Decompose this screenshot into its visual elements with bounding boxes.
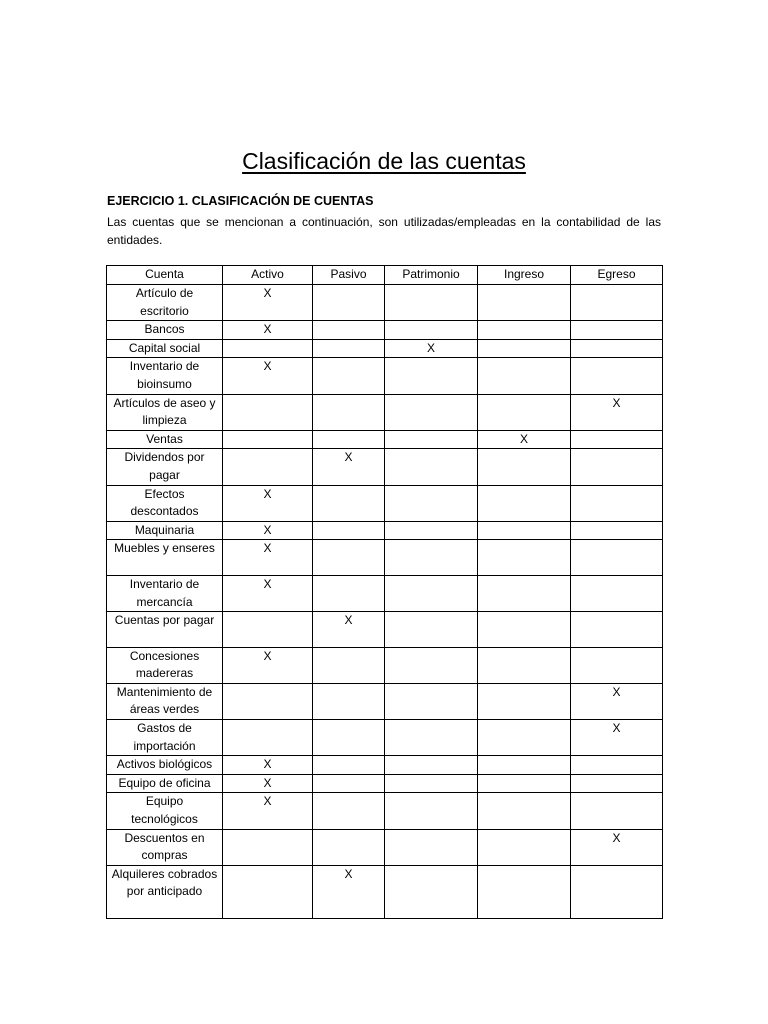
header-activo: Activo	[223, 266, 313, 285]
cell-account-name: Efectos descontados	[107, 485, 223, 521]
cell-activo	[223, 612, 313, 648]
cell-patrimonio	[385, 865, 478, 918]
cell-ingreso	[478, 540, 571, 576]
cell-pasivo	[313, 339, 385, 358]
cell-patrimonio: X	[385, 339, 478, 358]
cell-egreso	[571, 575, 663, 611]
table-row	[107, 575, 663, 611]
cell-account-name: Dividendos por pagar	[107, 449, 223, 485]
cell-egreso	[571, 865, 663, 918]
table-row	[107, 683, 663, 719]
cell-activo: X	[223, 575, 313, 611]
cell-egreso	[571, 339, 663, 358]
cell-egreso	[571, 430, 663, 449]
table-row	[107, 485, 663, 521]
cell-ingreso	[478, 321, 571, 340]
page-title: Clasificación de las cuentas	[242, 148, 526, 174]
cell-egreso: X	[571, 829, 663, 865]
cell-patrimonio	[385, 683, 478, 719]
cell-patrimonio	[385, 720, 478, 756]
table-row	[107, 774, 663, 793]
cell-egreso	[571, 285, 663, 321]
cell-pasivo	[313, 683, 385, 719]
cell-account-name: Capital social	[107, 339, 223, 358]
cell-activo: X	[223, 321, 313, 340]
cell-pasivo	[313, 647, 385, 683]
cell-egreso	[571, 774, 663, 793]
cell-ingreso	[478, 521, 571, 540]
cell-pasivo	[313, 521, 385, 540]
cell-pasivo	[313, 793, 385, 829]
table-row	[107, 720, 663, 756]
cell-egreso	[571, 521, 663, 540]
header-patrimonio: Patrimonio	[385, 266, 478, 285]
cell-ingreso	[478, 774, 571, 793]
cell-ingreso	[478, 829, 571, 865]
cell-activo	[223, 720, 313, 756]
header-pasivo: Pasivo	[313, 266, 385, 285]
cell-account-name: Mantenimiento de áreas verdes	[107, 683, 223, 719]
cell-patrimonio	[385, 774, 478, 793]
cell-pasivo: X	[313, 612, 385, 648]
cell-account-name: Bancos	[107, 321, 223, 340]
cell-account-name: Inventario de mercancía	[107, 575, 223, 611]
cell-patrimonio	[385, 430, 478, 449]
cell-egreso	[571, 756, 663, 775]
table-row	[107, 521, 663, 540]
cell-egreso: X	[571, 683, 663, 719]
cell-pasivo	[313, 829, 385, 865]
cell-activo	[223, 339, 313, 358]
cell-activo	[223, 449, 313, 485]
cell-patrimonio	[385, 285, 478, 321]
cell-ingreso	[478, 358, 571, 394]
cell-pasivo	[313, 430, 385, 449]
cell-account-name: Artículo de escritorio	[107, 285, 223, 321]
cell-account-name: Descuentos en compras	[107, 829, 223, 865]
table-row	[107, 647, 663, 683]
table-row	[107, 865, 663, 918]
cell-ingreso	[478, 865, 571, 918]
cell-pasivo	[313, 394, 385, 430]
cell-patrimonio	[385, 485, 478, 521]
cell-pasivo	[313, 756, 385, 775]
cell-ingreso	[478, 394, 571, 430]
cell-pasivo	[313, 285, 385, 321]
cell-activo	[223, 829, 313, 865]
table-row	[107, 540, 663, 576]
cell-egreso	[571, 540, 663, 576]
cell-egreso: X	[571, 720, 663, 756]
cell-activo: X	[223, 540, 313, 576]
table-row	[107, 756, 663, 775]
cell-ingreso	[478, 683, 571, 719]
intro-paragraph: Las cuentas que se mencionan a continuación, son utilizadas/empleadas en la contabilidad de las entidades.	[107, 215, 661, 247]
cell-ingreso	[478, 449, 571, 485]
cell-patrimonio	[385, 358, 478, 394]
header-cuenta: Cuenta	[107, 266, 223, 285]
table-row	[107, 449, 663, 485]
cell-activo: X	[223, 485, 313, 521]
cell-account-name: Muebles y enseres	[107, 540, 223, 576]
cell-account-name: Equipo tecnológicos	[107, 793, 223, 829]
cell-activo: X	[223, 521, 313, 540]
cell-activo: X	[223, 756, 313, 775]
table-header-row	[107, 266, 663, 285]
cell-ingreso	[478, 575, 571, 611]
cell-account-name: Alquileres cobrados por anticipado	[107, 865, 223, 918]
cell-account-name: Concesiones madereras	[107, 647, 223, 683]
cell-ingreso	[478, 612, 571, 648]
cell-egreso: X	[571, 394, 663, 430]
cell-account-name: Cuentas por pagar	[107, 612, 223, 648]
cell-patrimonio	[385, 540, 478, 576]
cell-pasivo	[313, 358, 385, 394]
cell-account-name: Activos biológicos	[107, 756, 223, 775]
cell-pasivo: X	[313, 449, 385, 485]
cell-egreso	[571, 647, 663, 683]
cell-pasivo	[313, 774, 385, 793]
table-row	[107, 394, 663, 430]
cell-pasivo	[313, 485, 385, 521]
cell-pasivo	[313, 540, 385, 576]
table-row	[107, 358, 663, 394]
cell-ingreso	[478, 756, 571, 775]
cell-activo: X	[223, 647, 313, 683]
cell-account-name: Gastos de importación	[107, 720, 223, 756]
cell-ingreso	[478, 285, 571, 321]
cell-patrimonio	[385, 756, 478, 775]
cell-account-name: Ventas	[107, 430, 223, 449]
cell-ingreso	[478, 485, 571, 521]
cell-activo	[223, 865, 313, 918]
cell-pasivo: X	[313, 865, 385, 918]
cell-patrimonio	[385, 647, 478, 683]
cell-pasivo	[313, 575, 385, 611]
cell-activo: X	[223, 774, 313, 793]
header-egreso: Egreso	[571, 266, 663, 285]
table-body	[107, 285, 663, 919]
cell-ingreso	[478, 647, 571, 683]
cell-patrimonio	[385, 449, 478, 485]
cell-activo: X	[223, 793, 313, 829]
table-row	[107, 612, 663, 648]
table-row	[107, 321, 663, 340]
table-row	[107, 829, 663, 865]
cell-ingreso	[478, 339, 571, 358]
cell-egreso	[571, 612, 663, 648]
cell-activo	[223, 394, 313, 430]
cell-activo	[223, 430, 313, 449]
cell-egreso	[571, 793, 663, 829]
cell-patrimonio	[385, 394, 478, 430]
table-row	[107, 793, 663, 829]
exercise-heading: EJERCICIO 1. CLASIFICACIÓN DE CUENTAS	[107, 194, 374, 208]
cell-patrimonio	[385, 575, 478, 611]
cell-activo: X	[223, 285, 313, 321]
header-ingreso: Ingreso	[478, 266, 571, 285]
cell-patrimonio	[385, 521, 478, 540]
cell-patrimonio	[385, 829, 478, 865]
cell-activo	[223, 683, 313, 719]
cell-patrimonio	[385, 793, 478, 829]
cell-egreso	[571, 321, 663, 340]
table-row	[107, 285, 663, 321]
cell-ingreso	[478, 793, 571, 829]
cell-patrimonio	[385, 321, 478, 340]
cell-egreso	[571, 449, 663, 485]
cell-activo: X	[223, 358, 313, 394]
cell-account-name: Maquinaria	[107, 521, 223, 540]
cell-pasivo	[313, 321, 385, 340]
cell-ingreso: X	[478, 430, 571, 449]
cell-account-name: Artículos de aseo y limpieza	[107, 394, 223, 430]
accounts-classification-table	[106, 265, 663, 919]
table-row	[107, 339, 663, 358]
cell-account-name: Inventario de bioinsumo	[107, 358, 223, 394]
cell-egreso	[571, 485, 663, 521]
table-row	[107, 430, 663, 449]
cell-egreso	[571, 358, 663, 394]
cell-pasivo	[313, 720, 385, 756]
cell-ingreso	[478, 720, 571, 756]
cell-account-name: Equipo de oficina	[107, 774, 223, 793]
cell-patrimonio	[385, 612, 478, 648]
